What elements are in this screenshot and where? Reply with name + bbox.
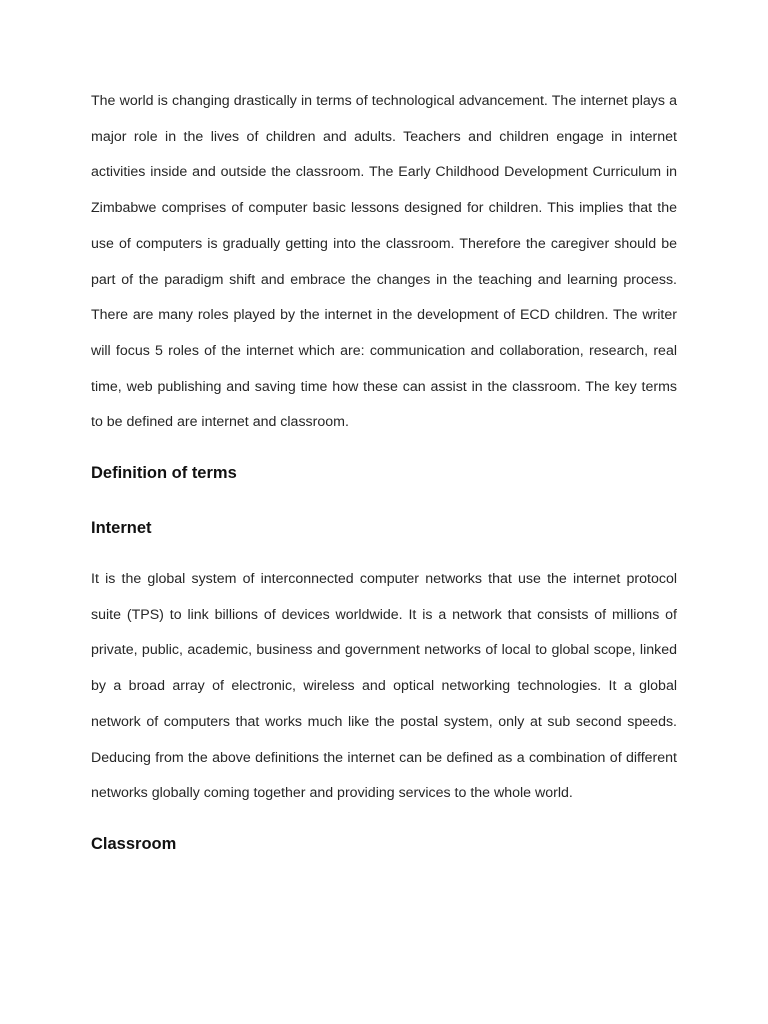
- classroom-heading: Classroom: [91, 834, 177, 853]
- internet-heading: Internet: [91, 519, 152, 538]
- definition-of-terms-heading: Definition of terms: [91, 464, 237, 483]
- intro-paragraph: The world is changing drastically in terms of technological advancement. The internet plays a major role in the lives of children and adults. Teachers and children engage in internet activities inside and outside the classroom. The Early Childhood Development Curriculum in Zimbabwe comprises of computer basic lessons designed for children. This implies that the use of computers is gradually getting into the classroom. Therefore the caregiver should be part of the paradigm shift and embrace the changes in the teaching and learning process. There are many roles played by the internet in the development of ECD children. The writer will focus 5 roles of the internet which are: communication and collaboration, research, real time, web publishing and saving time how these can assist in the classroom. The key terms to be defined are internet and classroom.: [91, 93, 677, 431]
- internet-definition-paragraph: It is the global system of interconnected computer networks that use the internet protocol suite (TPS) to link billions of devices worldwide. It is a network that consists of millions of private, public, academic, business and government networks of local to global scope, linked by a broad array of electronic, wireless and optical networking technologies. It a global network of computers that works much like the postal system, only at sub second speeds. Deducing from the above definitions the internet can be defined as a combination of different networks globally coming together and providing services to the whole world.: [91, 571, 677, 802]
- document-page: [91, 84, 677, 854]
